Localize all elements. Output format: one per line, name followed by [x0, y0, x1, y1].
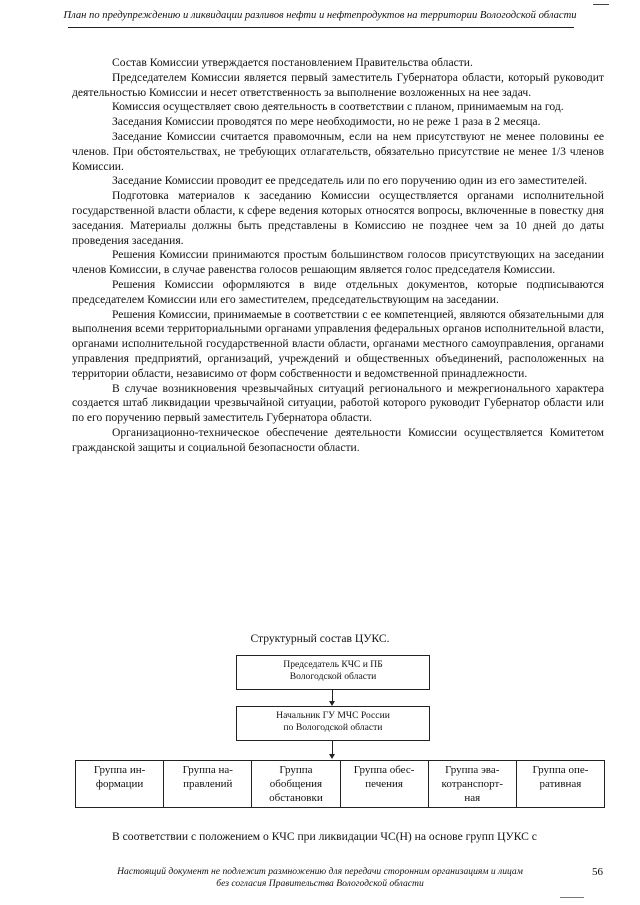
chairman-line-2: Вологодской области — [289, 671, 377, 682]
connector-line — [332, 740, 333, 754]
paragraph: Заседания Комиссии проводятся по мере необходимости, но не реже 1 раза в 2 месяца. — [112, 115, 541, 129]
body-text — [72, 56, 604, 456]
bottom-mark — [560, 897, 584, 898]
chairman-box — [236, 655, 430, 690]
paragraph: Председателем Комиссии является первый заместитель Губернатора области, который руководит деятельностью Комиссии и несет ответственность за выполнение возложенных на нее задач. — [72, 70, 604, 99]
head-box — [236, 706, 430, 741]
paragraph: Подготовка материалов к заседанию Комиссии осуществляется органами исполнительной государственной власти области, к сфере ведения которых относятся вопросы, включенные в повестку дня заседания. Материалы должны быть представлены в Комиссию не позднее чем за 10 дней до даты проведения заседания. — [72, 189, 604, 247]
running-header: План по предупреждению и ликвидации разливов нефти и нефтепродуктов на территории Вологодской области — [63, 10, 577, 21]
paragraph: Состав Комиссии утверждается постановлением Правительства области. — [112, 56, 473, 69]
paragraph: Заседание Комиссии считается правомочным, если на нем присутствуют не менее половины ее членов. При обстоятельствах, не требующих отлагательств, обязательно присутствие не менее 1/3 членов Комиссии. — [72, 129, 604, 173]
group-information: Группа ин- формации — [76, 761, 164, 807]
footer-line-2: без согласия Правительства Вологодской области — [216, 878, 424, 889]
paragraph: В случае возникновения чрезвычайных ситуаций регионального и межрегионального характера создается штаб ликвидации чрезвычайной ситуации, работой которого руководит Губернатор области или по его поручению первый заместитель Губернатора области. — [72, 381, 604, 425]
chairman-line-1: Председатель КЧС и ПБ — [283, 659, 383, 670]
diagram-title: Структурный состав ЦУКС. — [250, 632, 390, 645]
groups-table — [75, 760, 605, 808]
header-rule — [68, 27, 574, 28]
corner-mark — [593, 4, 609, 5]
connector-arrow — [329, 754, 335, 759]
page-number: 56 — [592, 866, 603, 878]
continuation-paragraph: В соответствии с положением о КЧС при ликвидации ЧС(Н) на основе групп ЦУКС с — [112, 830, 537, 843]
paragraph: Организационно-техническое обеспечение деятельности Комиссии осуществляется Комитетом гражданской защиты и социальной безопасности области. — [72, 425, 604, 454]
footer-line-1: Настоящий документ не подлежит размножению для передачи сторонним организациям и лицам — [117, 866, 523, 877]
group-operational: Группа опе- ративная — [532, 764, 589, 790]
footer-notice — [90, 866, 550, 890]
group-directions: Группа на- правлений — [164, 761, 252, 807]
group-support: Группа обес- печения — [341, 761, 429, 807]
paragraph: Заседание Комиссии проводит ее председатель или по его поручению один из его заместителей. — [112, 174, 588, 188]
paragraph: Решения Комиссии принимаются простым большинством голосов присутствующих на заседании членов Комиссии, в случае равенства голосов решающим является голос председателя Комиссии. — [72, 248, 604, 277]
paragraph: Решения Комиссии оформляются в виде отдельных документов, которые подписываются председателем Комиссии или его заместителем, председательствующим на заседании. — [72, 277, 604, 306]
head-line-2: по Вологодской области — [283, 722, 383, 733]
paragraph: Решения Комиссии, принимаемые в соответствии с ее компетенцией, являются обязательными для выполнения всеми территориальными органами управления федеральных органов исполнительной власти, органами исполнительной государственной власти области, органами местного самоуправления, органами управления предприятий, организаций, учреждений и общественных объединений, расположенных на территории области, независимо от форм собственности и ведомственной принадлежности. — [72, 307, 604, 380]
paragraph: Комиссия осуществляет свою деятельность в соответствии с планом, принимаемым на год. — [112, 100, 564, 114]
group-situation-summary: Группа обобщения обстановки — [252, 761, 340, 807]
group-evacuation-transport: Группа эва- котранспорт- ная — [429, 761, 517, 807]
head-line-1: Начальник ГУ МЧС России — [276, 710, 390, 721]
